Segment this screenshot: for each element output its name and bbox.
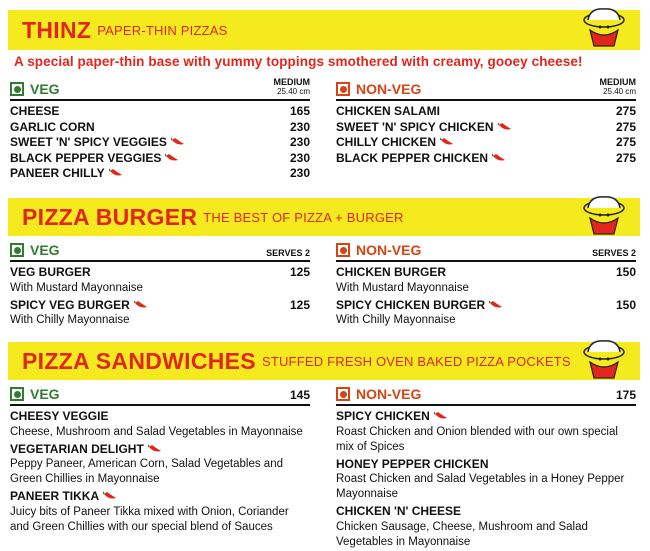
thinz-subtitle: PAPER-THIN PIZZAS xyxy=(97,22,228,38)
list-item: CHICKEN BURGER 150 With Mustard Mayonnaise xyxy=(336,265,636,294)
thinz-nonveg-list xyxy=(336,104,636,166)
list-item: PANEER CHILLY 230 xyxy=(10,166,310,180)
sandwiches-banner xyxy=(8,342,640,380)
chili-pepper-icon xyxy=(148,442,162,458)
chili-pepper-icon xyxy=(103,489,117,505)
chili-pepper-icon xyxy=(134,298,148,314)
list-item: CHICKEN 'N' CHEESE Chicken Sausage, Cheese, Mushroom and Salad Vegetables in Mayonnaise xyxy=(336,504,588,548)
veg-symbol-icon xyxy=(10,82,24,96)
nonveg-symbol-icon xyxy=(336,82,350,96)
burger-veg-label: VEG xyxy=(30,242,60,258)
list-item: CHEESY VEGGIE Cheese, Mushroom and Salad Vegetables in Mayonnaise xyxy=(10,409,303,438)
chili-pepper-icon xyxy=(165,151,179,167)
chili-pepper-icon xyxy=(498,120,512,136)
list-item: SPICY CHICKEN Roast Chicken and Onion blended with our own special mix of Spices xyxy=(336,409,618,453)
thinz-banner xyxy=(8,10,640,50)
chili-pepper-icon xyxy=(440,135,454,151)
chef-mascot-icon xyxy=(570,338,632,382)
thinz-veg-column xyxy=(10,77,310,182)
burger-nonveg-serves: SERVES 2 xyxy=(592,248,636,258)
sandwiches-veg-price: 145 xyxy=(289,388,310,402)
list-item: CHILLY CHICKEN 275 xyxy=(336,135,636,149)
list-item: SPICY CHICKEN BURGER 150 With Chilly Mayonnaise xyxy=(336,297,636,326)
sandwiches-veg-column xyxy=(10,382,310,535)
list-item: CHEESE 165 xyxy=(10,104,310,118)
list-item: VEG BURGER 125 With Mustard Mayonnaise xyxy=(10,265,310,294)
thinz-nonveg-size: MEDIUM 25.40 cm xyxy=(599,77,636,96)
list-item: SWEET 'N' SPICY VEGGIES 230 xyxy=(10,135,310,149)
list-item: HONEY PEPPER CHICKEN Roast Chicken and Salad Vegetables in a Honey Pepper Mayonnaise xyxy=(336,456,625,500)
veg-symbol-icon xyxy=(10,243,24,257)
burger-veg-list xyxy=(10,265,310,328)
burger-title: PIZZA BURGER xyxy=(22,203,198,230)
sandwiches-veg-list xyxy=(10,409,310,535)
thinz-title: THINZ xyxy=(22,16,92,43)
thinz-nonveg-column xyxy=(336,77,636,166)
chili-pepper-icon xyxy=(171,135,185,151)
burger-nonveg-label: NON-VEG xyxy=(356,242,422,258)
chili-pepper-icon xyxy=(492,151,506,167)
chef-mascot-icon xyxy=(570,194,632,238)
thinz-veg-header xyxy=(10,77,310,101)
chili-pepper-icon xyxy=(489,298,503,314)
burger-banner xyxy=(8,198,640,236)
list-item: BLACK PEPPER CHICKEN 275 xyxy=(336,150,636,165)
burger-veg-header xyxy=(10,238,310,262)
burger-veg-column xyxy=(10,238,310,328)
list-item: SPICY VEG BURGER 125 With Chilly Mayonnaise xyxy=(10,297,310,326)
list-item: BLACK PEPPER VEGGIES 230 xyxy=(10,150,310,165)
burger-veg-serves: SERVES 2 xyxy=(266,248,310,258)
thinz-tagline: A special paper-thin base with yummy toppings smothered with creamy, gooey cheese! xyxy=(14,54,583,69)
burger-subtitle: THE BEST OF PIZZA + BURGER xyxy=(203,209,404,225)
list-item: CHICKEN SALAMI 275 xyxy=(336,104,636,118)
thinz-veg-size: MEDIUM 25.40 cm xyxy=(273,77,310,96)
sandwiches-subtitle: STUFFED FRESH OVEN BAKED PIZZA POCKETS xyxy=(261,353,571,369)
chili-pepper-icon xyxy=(434,409,448,425)
sandwiches-nonveg-column xyxy=(336,382,636,550)
sandwiches-veg-label: VEG xyxy=(30,386,60,402)
thinz-veg-label: VEG xyxy=(30,81,60,97)
list-item: GARLIC CORN 230 xyxy=(10,119,310,134)
list-item: SWEET 'N' SPICY CHICKEN 275 xyxy=(336,119,636,134)
burger-nonveg-list xyxy=(336,265,636,328)
sandwiches-nonveg-label: NON-VEG xyxy=(356,386,422,402)
sandwiches-nonveg-price: 175 xyxy=(615,388,636,402)
burger-nonveg-header xyxy=(336,238,636,262)
chef-mascot-icon xyxy=(570,6,632,50)
thinz-nonveg-header xyxy=(336,77,636,101)
sandwiches-title: PIZZA SANDWICHES xyxy=(22,347,256,374)
thinz-nonveg-label: NON-VEG xyxy=(356,81,422,97)
burger-nonveg-column xyxy=(336,238,636,328)
thinz-veg-list xyxy=(10,104,310,182)
veg-symbol-icon xyxy=(10,387,24,401)
sandwiches-nonveg-list xyxy=(336,409,636,550)
list-item: PANEER TIKKA Juicy bits of Paneer Tikka mixed with Onion, Coriander and Green Chillies with our special blend of Sauces xyxy=(10,489,289,533)
chili-pepper-icon xyxy=(109,166,123,182)
sandwiches-nonveg-header xyxy=(336,382,636,406)
nonveg-symbol-icon xyxy=(336,243,350,257)
list-item: VEGETARIAN DELIGHT Peppy Paneer, American Corn, Salad Vegetables and Green Chillies in Mayonnaise xyxy=(10,441,283,485)
sandwiches-veg-header xyxy=(10,382,310,406)
nonveg-symbol-icon xyxy=(336,387,350,401)
